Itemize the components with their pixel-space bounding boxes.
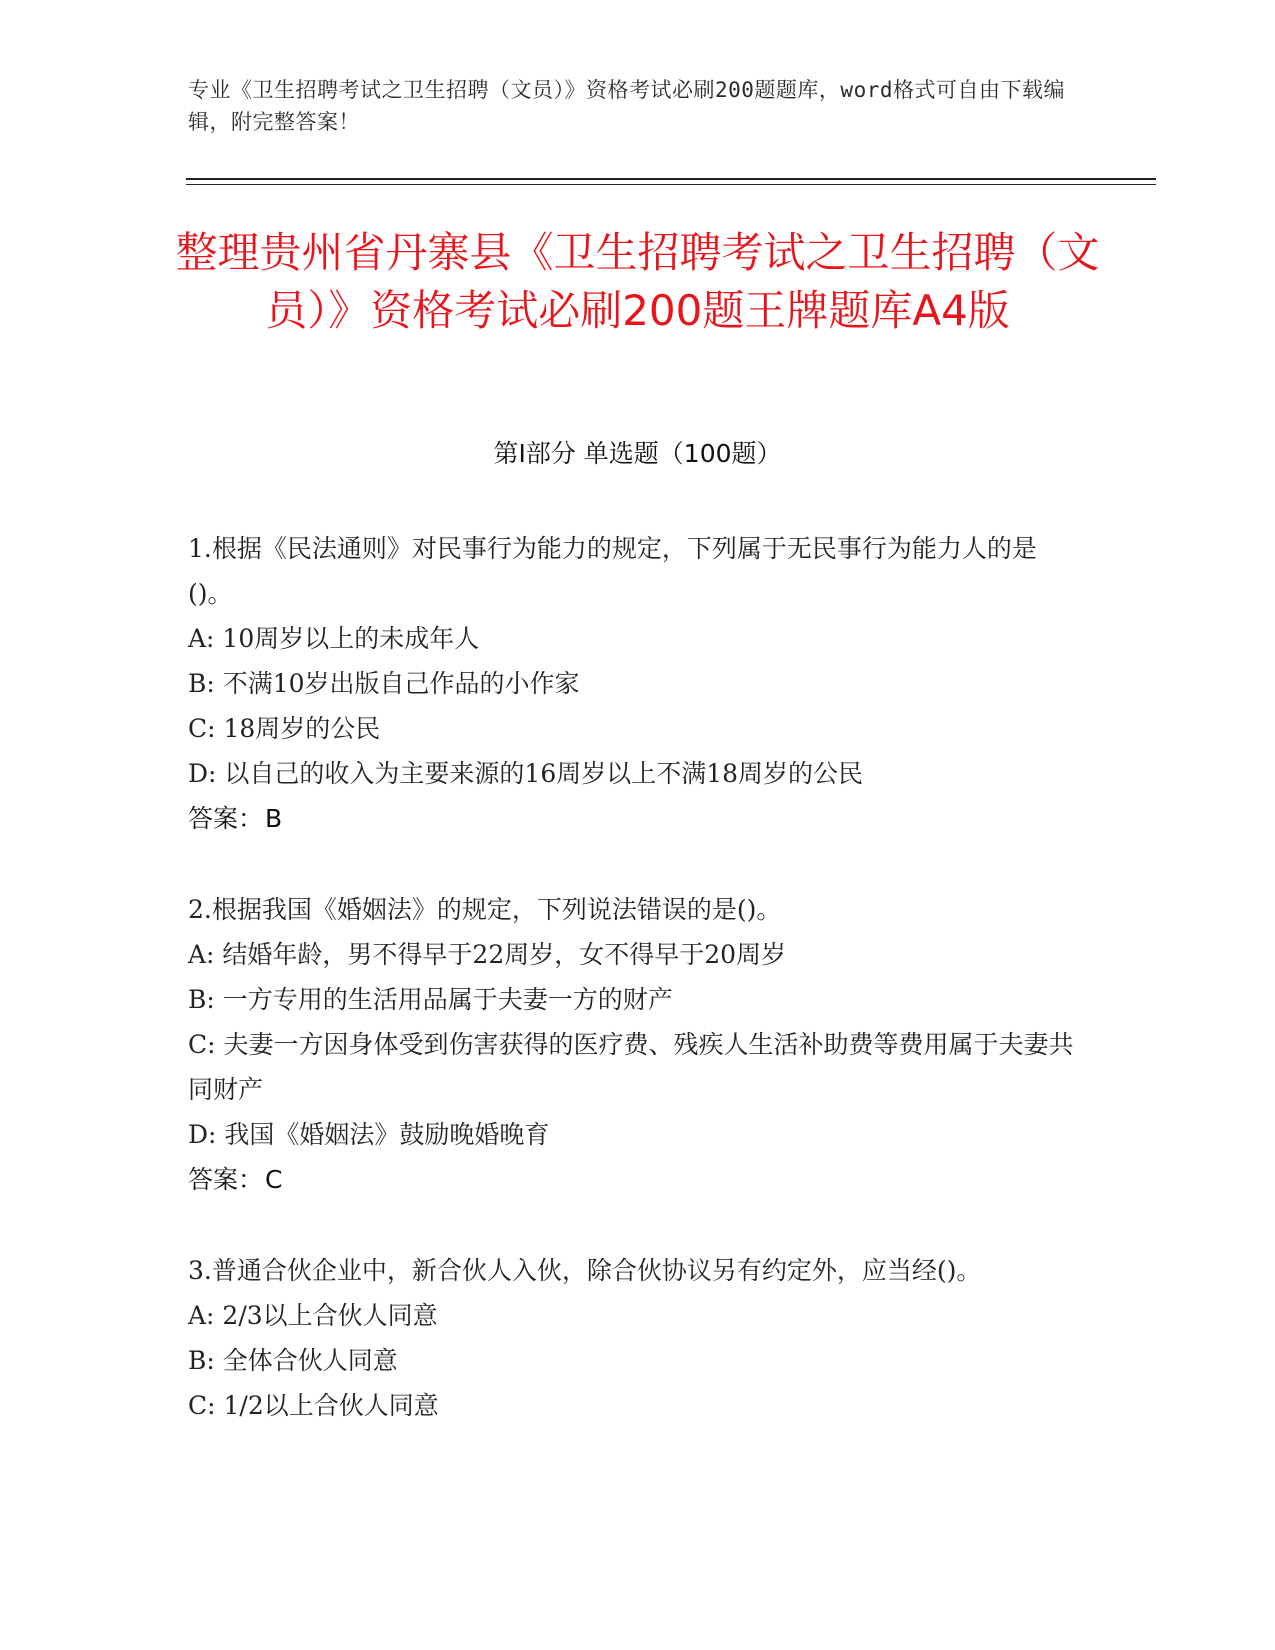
question-stem: 2.根据我国《婚姻法》的规定，下列说法错误的是()。	[188, 895, 782, 924]
document-title: 整理贵州省丹寨县《卫生招聘考试之卫生招聘（文员）》资格考试必刷200题王牌题库A4版	[175, 228, 1100, 335]
option-b: B: 不满10岁出版自己作品的小作家	[188, 669, 580, 698]
option-a: A: 结婚年龄，男不得早于22周岁，女不得早于20周岁	[188, 940, 787, 969]
question-stem: 3.普通合伙企业中，新合伙人入伙，除合伙协议另有约定外，应当经()。	[188, 1256, 982, 1285]
option-c: C: 夫妻一方因身体受到伤害获得的医疗费、残疾人生活补助费等费用属于夫妻共同财产	[188, 1030, 1074, 1104]
answer-value: B	[265, 804, 283, 833]
question-stem: 1.根据《民法通则》对民事行为能力的规定，下列属于无民事行为能力人的是()。	[188, 534, 1037, 608]
answer-line	[188, 1157, 1078, 1202]
answer-value: C	[265, 1165, 283, 1194]
section-heading: 第I部分 单选题（100题）	[493, 439, 782, 468]
header-divider-thin	[186, 184, 1156, 185]
option-b: B: 全体合伙人同意	[188, 1346, 398, 1375]
header-note: 专业《卫生招聘考试之卫生招聘（文员）》资格考试必刷200题题库，word格式可自由下载编辑，附完整答案！	[188, 78, 1065, 134]
answer-line	[188, 796, 1078, 841]
answer-label: 答案：	[188, 1165, 264, 1194]
answer-label: 答案：	[188, 804, 264, 833]
question-2	[188, 887, 1078, 1202]
option-c: C: 1/2以上合伙人同意	[188, 1391, 439, 1420]
option-b: B: 一方专用的生活用品属于夫妻一方的财产	[188, 985, 673, 1014]
option-d: D: 我国《婚姻法》鼓励晚婚晚育	[188, 1120, 550, 1149]
option-a: A: 2/3以上合伙人同意	[188, 1301, 438, 1330]
option-d: D: 以自己的收入为主要来源的16周岁以上不满18周岁的公民	[188, 759, 864, 788]
question-1	[188, 526, 1078, 841]
question-3	[188, 1248, 1078, 1428]
option-c: C: 18周岁的公民	[188, 714, 381, 743]
header-divider-thick	[186, 178, 1156, 180]
option-a: A: 10周岁以上的未成年人	[188, 624, 480, 653]
question-list	[188, 526, 1078, 1474]
